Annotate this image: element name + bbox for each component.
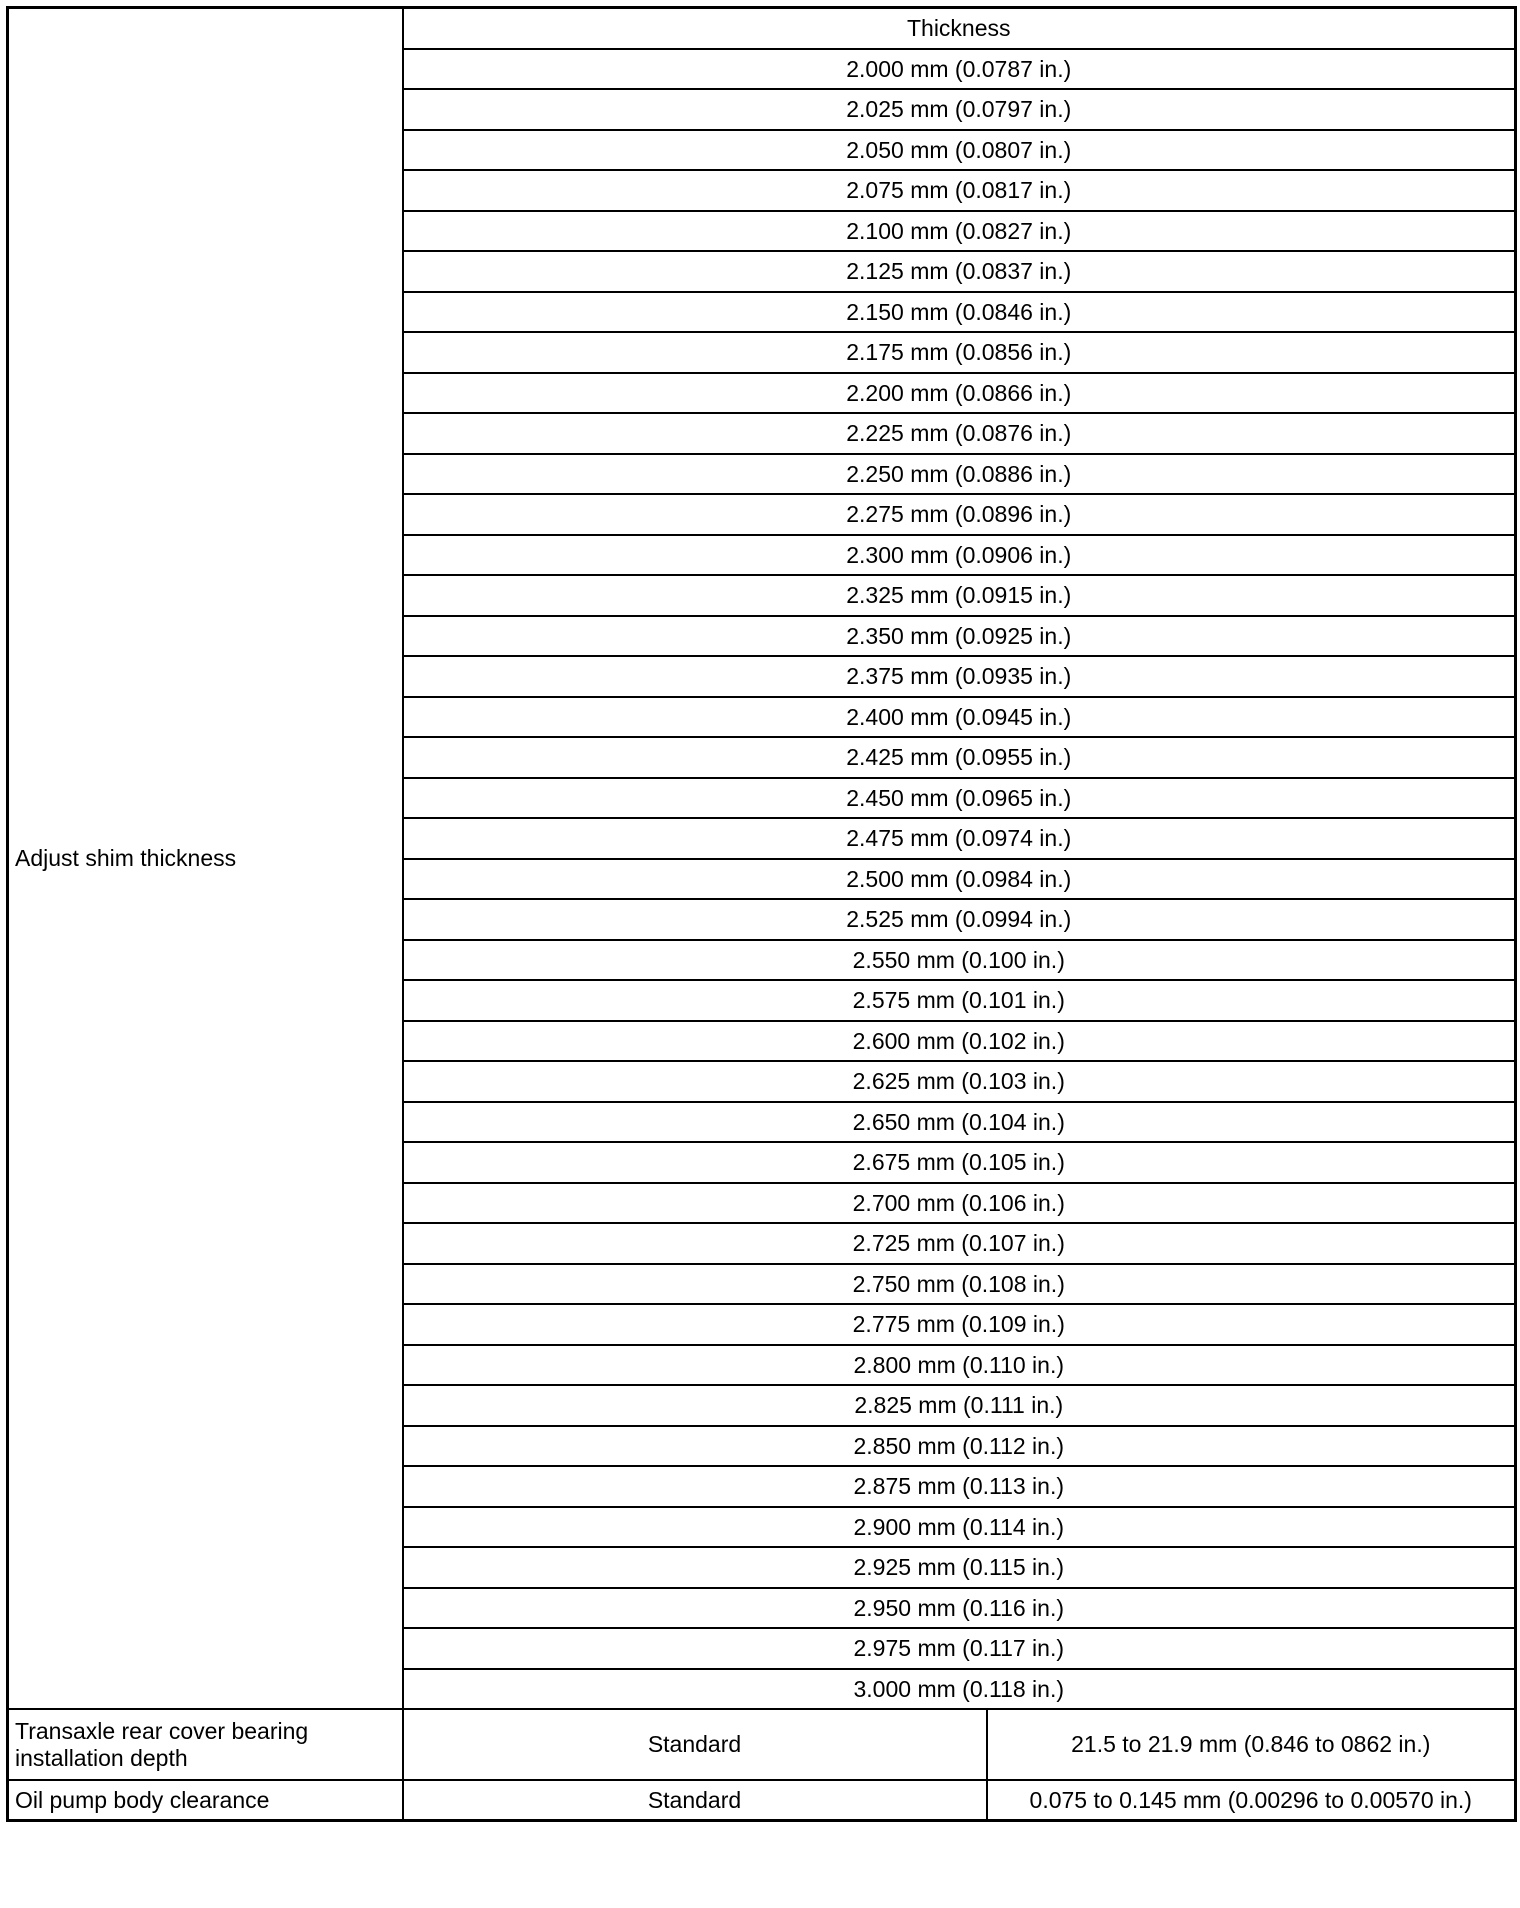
shim-thickness-value: 2.350 mm (0.0925 in.) (403, 616, 1516, 657)
shim-thickness-value: 2.900 mm (0.114 in.) (403, 1507, 1516, 1548)
shim-thickness-value: 2.825 mm (0.111 in.) (403, 1385, 1516, 1426)
shim-thickness-value: 2.300 mm (0.0906 in.) (403, 535, 1516, 576)
shim-thickness-value: 2.775 mm (0.109 in.) (403, 1304, 1516, 1345)
spec-table (6, 6, 1517, 1822)
shim-thickness-value: 2.800 mm (0.110 in.) (403, 1345, 1516, 1386)
shim-thickness-value: 2.475 mm (0.0974 in.) (403, 818, 1516, 859)
shim-thickness-value: 2.250 mm (0.0886 in.) (403, 454, 1516, 495)
shim-thickness-value: 2.700 mm (0.106 in.) (403, 1183, 1516, 1224)
shim-thickness-value: 3.000 mm (0.118 in.) (403, 1669, 1516, 1710)
shim-thickness-value: 2.150 mm (0.0846 in.) (403, 292, 1516, 333)
shim-thickness-value: 2.100 mm (0.0827 in.) (403, 211, 1516, 252)
spec-type: Standard (403, 1780, 987, 1821)
shim-thickness-value: 2.425 mm (0.0955 in.) (403, 737, 1516, 778)
shim-thickness-value: 2.750 mm (0.108 in.) (403, 1264, 1516, 1305)
table-row (8, 1709, 1516, 1780)
shim-label: Adjust shim thickness (8, 8, 403, 1710)
shim-thickness-value: 2.650 mm (0.104 in.) (403, 1102, 1516, 1143)
shim-thickness-value: 2.325 mm (0.0915 in.) (403, 575, 1516, 616)
shim-thickness-value: 2.600 mm (0.102 in.) (403, 1021, 1516, 1062)
shim-thickness-value: 2.375 mm (0.0935 in.) (403, 656, 1516, 697)
shim-thickness-value: 2.400 mm (0.0945 in.) (403, 697, 1516, 738)
table-row (8, 1780, 1516, 1821)
shim-thickness-value: 2.975 mm (0.117 in.) (403, 1628, 1516, 1669)
shim-thickness-value: 2.875 mm (0.113 in.) (403, 1466, 1516, 1507)
shim-thickness-value: 2.525 mm (0.0994 in.) (403, 899, 1516, 940)
thickness-header: Thickness (403, 8, 1516, 49)
shim-thickness-value: 2.200 mm (0.0866 in.) (403, 373, 1516, 414)
shim-thickness-value: 2.050 mm (0.0807 in.) (403, 130, 1516, 171)
table-body (8, 8, 1516, 1821)
spec-label: Oil pump body clearance (8, 1780, 403, 1821)
spec-label: Transaxle rear cover bearing installation depth (8, 1709, 403, 1780)
shim-thickness-value: 2.850 mm (0.112 in.) (403, 1426, 1516, 1467)
shim-thickness-value: 2.450 mm (0.0965 in.) (403, 778, 1516, 819)
shim-thickness-value: 2.025 mm (0.0797 in.) (403, 89, 1516, 130)
shim-thickness-value: 2.725 mm (0.107 in.) (403, 1223, 1516, 1264)
shim-thickness-value: 2.500 mm (0.0984 in.) (403, 859, 1516, 900)
shim-header-row (8, 8, 1516, 49)
spec-value: 21.5 to 21.9 mm (0.846 to 0862 in.) (987, 1709, 1516, 1780)
shim-thickness-value: 2.925 mm (0.115 in.) (403, 1547, 1516, 1588)
shim-thickness-value: 2.175 mm (0.0856 in.) (403, 332, 1516, 373)
shim-thickness-value: 2.125 mm (0.0837 in.) (403, 251, 1516, 292)
shim-thickness-value: 2.550 mm (0.100 in.) (403, 940, 1516, 981)
shim-thickness-value: 2.675 mm (0.105 in.) (403, 1142, 1516, 1183)
shim-thickness-value: 2.000 mm (0.0787 in.) (403, 49, 1516, 90)
spec-type: Standard (403, 1709, 987, 1780)
shim-thickness-value: 2.950 mm (0.116 in.) (403, 1588, 1516, 1629)
shim-thickness-value: 2.625 mm (0.103 in.) (403, 1061, 1516, 1102)
spec-value: 0.075 to 0.145 mm (0.00296 to 0.00570 in.) (987, 1780, 1516, 1821)
shim-thickness-value: 2.075 mm (0.0817 in.) (403, 170, 1516, 211)
shim-thickness-value: 2.275 mm (0.0896 in.) (403, 494, 1516, 535)
shim-thickness-value: 2.225 mm (0.0876 in.) (403, 413, 1516, 454)
shim-thickness-value: 2.575 mm (0.101 in.) (403, 980, 1516, 1021)
